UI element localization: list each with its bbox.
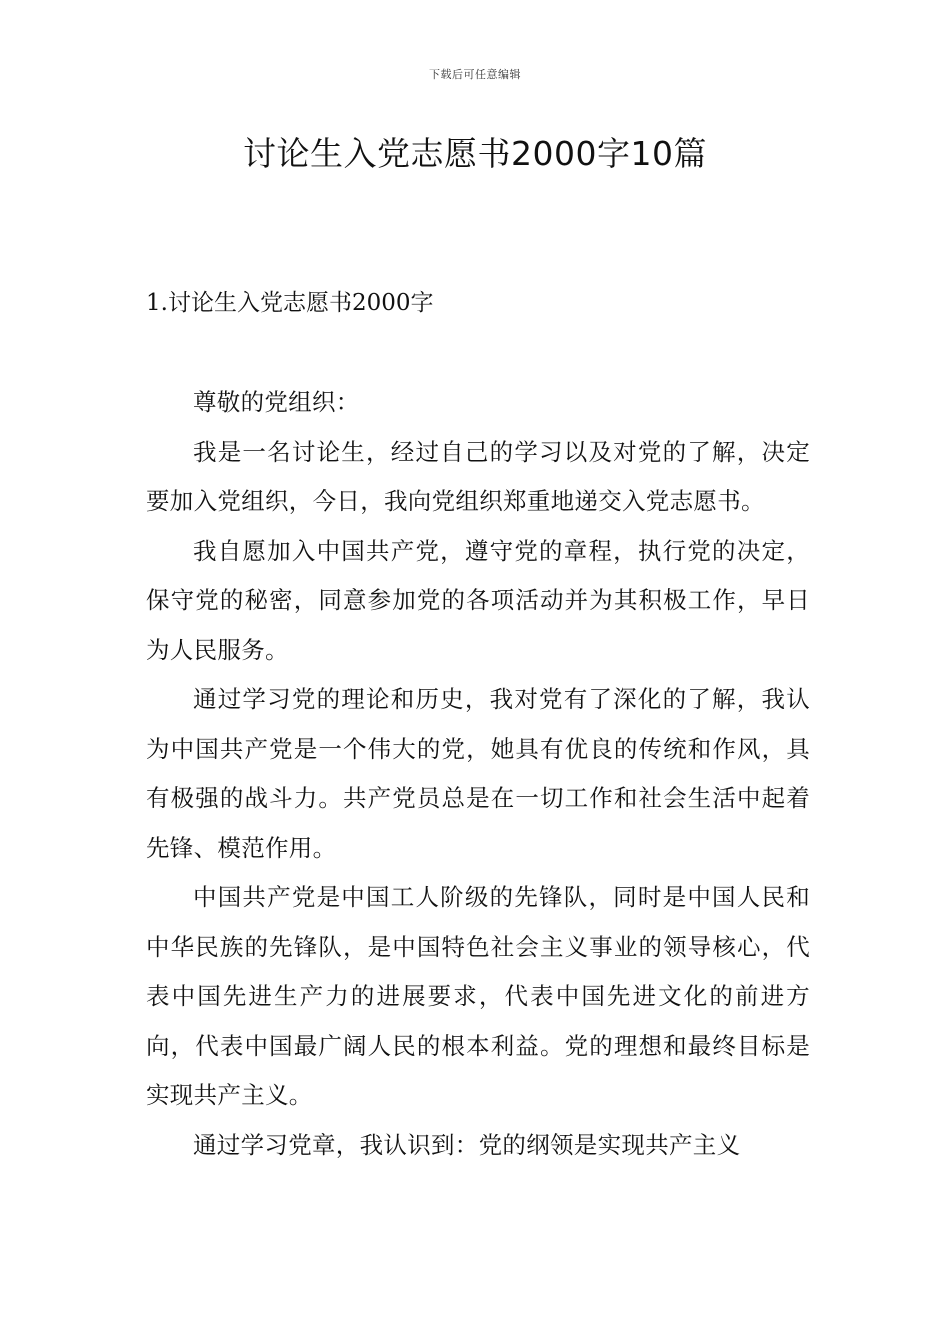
header-note: 下载后可任意编辑 [429,68,521,81]
paragraph: 我自愿加入中国共产党，遵守党的章程，执行党的决定，保守党的秘密，同意参加党的各项活动并为其积极工作，早日为人民服务。 [146,536,810,664]
paragraph: 通过学习党的理论和历史，我对党有了深化的了解，我认为中国共产党是一个伟大的党，她具有优良的传统和作风，具有极强的战斗力。共产党员总是在一切工作和社会生活中起着先锋、模范作用。 [146,685,810,862]
paragraph: 我是一名讨论生，经过自己的学习以及对党的了解，决定要加入党组织，今日，我向党组织郑重地递交入党志愿书。 [146,437,810,515]
paragraph: 通过学习党章，我认识到：党的纲领是实现共产主义 [193,1130,741,1159]
paragraph: 中国共产党是中国工人阶级的先锋队，同时是中国人民和中华民族的先锋队，是中国特色社会主义事业的领导核心，代表中国先进生产力的进展要求，代表中国先进文化的前进方向，代表中国最广阔人民的根本利益。党的理想和最终目标是实现共产主义。 [146,883,810,1109]
salutation: 尊敬的党组织： [193,388,360,416]
section-heading: 1.讨论生入党志愿书2000字 [146,290,434,316]
page-title: 讨论生入党志愿书2000字10篇 [243,134,707,173]
document-body [146,378,810,1170]
